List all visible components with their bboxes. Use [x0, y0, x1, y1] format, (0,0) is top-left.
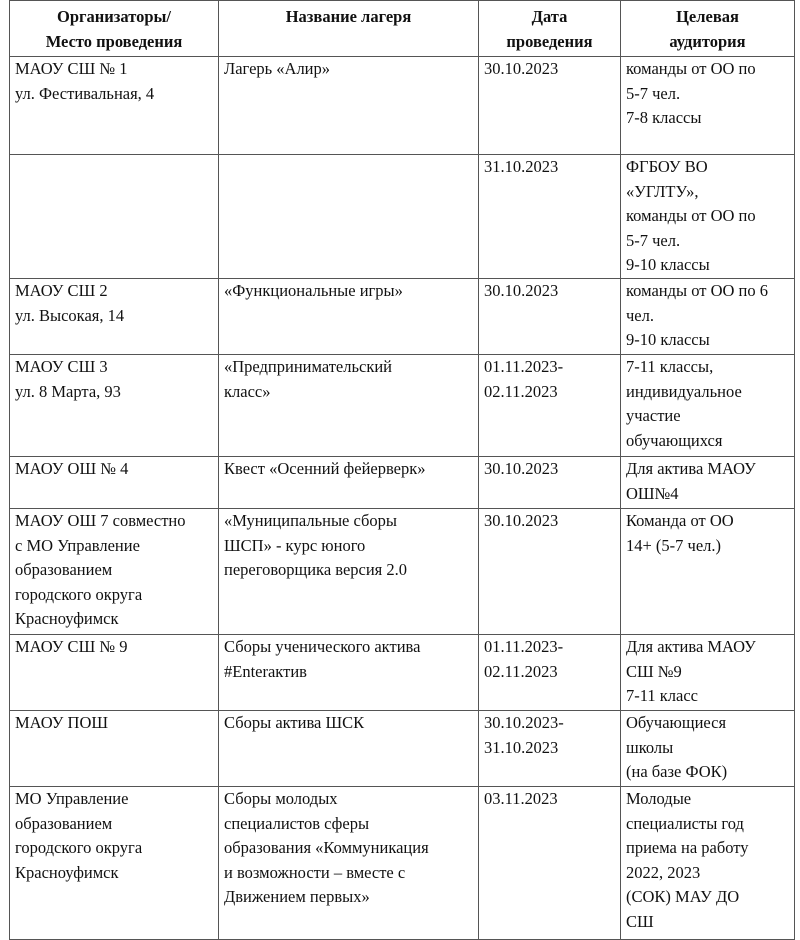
table-row: [10, 457, 795, 509]
cell-camp: [219, 457, 479, 509]
cell-text: (на базе ФОК): [626, 762, 728, 781]
cell-text: 9-10 классы: [626, 330, 710, 349]
cell-text: приема на работу: [626, 838, 749, 857]
cell-text: Сборы ученического актива: [224, 637, 421, 656]
header-text: Целевая: [676, 7, 739, 26]
cell-date: [479, 711, 621, 787]
cell-text: ШСП» - курс юного: [224, 535, 366, 555]
table-row: [10, 711, 795, 787]
cell-organizer: [10, 509, 219, 635]
cell-text: Молодые: [626, 789, 692, 808]
cell-text: школы: [626, 737, 674, 757]
header-text: Место проведения: [45, 31, 183, 51]
header-text: Дата: [531, 7, 568, 26]
cell-text: 01.11.2023-: [484, 357, 564, 376]
cell-text: Красноуфимск: [15, 862, 119, 882]
cell-text: 02.11.2023: [484, 381, 558, 401]
cell-audience: [621, 635, 795, 711]
cell-camp: [219, 711, 479, 787]
header-camp-name: [219, 1, 479, 57]
cell-text: 2022, 2023: [626, 862, 701, 882]
cell-text: МАОУ СШ № 1: [15, 59, 128, 78]
cell-audience: [621, 155, 795, 279]
cell-organizer: [10, 355, 219, 457]
header-text: проведения: [506, 31, 593, 51]
cell-text: (СОК) МАУ ДО: [626, 887, 740, 906]
cell-text: участие: [626, 406, 681, 425]
cell-text: 9-10 классы: [626, 255, 710, 274]
table-row: [10, 635, 795, 711]
cell-date: [479, 355, 621, 457]
cell-text: Сборы молодых: [224, 789, 338, 808]
cell-text: 5-7 чел.: [626, 230, 681, 250]
cell-text: МАОУ СШ 2: [15, 281, 108, 300]
cell-text: Сборы актива ШСК: [224, 713, 365, 732]
cell-audience: [621, 787, 795, 940]
cell-date: [479, 279, 621, 355]
cell-organizer: [10, 711, 219, 787]
cell-organizer: [10, 57, 219, 155]
cell-text: 30.10.2023: [484, 511, 559, 530]
cell-text: МАОУ ОШ № 4: [15, 459, 129, 478]
header-organizers: [10, 1, 219, 57]
cell-text: ул. Фестивальная, 4: [15, 83, 155, 103]
cell-camp: [219, 509, 479, 635]
table-row: [10, 57, 795, 155]
cell-text: 01.11.2023-: [484, 637, 564, 656]
cell-camp: [219, 57, 479, 155]
table-row: [10, 787, 795, 940]
cell-text: СШ №9: [626, 661, 682, 681]
cell-date: [479, 155, 621, 279]
cell-text: и возможности – вместе с: [224, 862, 406, 882]
cell-text: «Предпринимательский: [224, 357, 393, 376]
cell-organizer: [10, 155, 219, 279]
cell-text: МАОУ СШ 3: [15, 357, 108, 376]
cell-text: «Муниципальные сборы: [224, 511, 398, 530]
cell-organizer: [10, 787, 219, 940]
cell-text: команды от ОО по 6: [626, 281, 768, 300]
cell-text: класс»: [224, 381, 271, 401]
cell-audience: [621, 355, 795, 457]
table-row: [10, 355, 795, 457]
cell-text: Обучающиеся: [626, 713, 727, 732]
cell-date: [479, 457, 621, 509]
cell-text: 30.10.2023: [484, 281, 559, 300]
cell-text: МАОУ ОШ 7 совместно: [15, 511, 186, 530]
cell-text: ФГБОУ ВО: [626, 157, 708, 176]
cell-text: Команда от ОО: [626, 511, 734, 530]
cell-text: команды от ОО по: [626, 59, 756, 78]
cell-text: Квест «Осенний фейерверк»: [224, 459, 426, 478]
table-row: [10, 155, 795, 279]
cell-text: чел.: [626, 305, 654, 325]
cell-text: Лагерь «Алир»: [224, 59, 331, 78]
header-audience: [621, 1, 795, 57]
table-row: [10, 279, 795, 355]
cell-organizer: [10, 457, 219, 509]
cell-text: индивидуальное: [626, 381, 742, 401]
cell-date: [479, 635, 621, 711]
cell-text: 03.11.2023: [484, 789, 558, 808]
cell-text: 30.10.2023: [484, 459, 559, 478]
cell-text: МО Управление: [15, 789, 129, 808]
cell-text: 31.10.2023: [484, 737, 559, 757]
cell-text: Красноуфимск: [15, 609, 119, 628]
cell-text: МАОУ СШ № 9: [15, 637, 128, 656]
cell-text: Движением первых»: [224, 887, 370, 906]
cell-text: образования «Коммуникация: [224, 838, 429, 857]
camps-schedule-table: [9, 0, 795, 940]
cell-text: специалисты год: [626, 813, 744, 833]
cell-organizer: [10, 279, 219, 355]
cell-text: #Enterактив: [224, 661, 307, 681]
cell-text: переговорщика версия 2.0: [224, 560, 408, 579]
cell-text: 7-11 классы,: [626, 357, 714, 376]
cell-date: [479, 787, 621, 940]
cell-text: 14+ (5-7 чел.): [626, 535, 722, 555]
cell-text: «УГЛТУ»,: [626, 181, 699, 201]
cell-text: МАОУ ПОШ: [15, 713, 109, 732]
cell-text: с МО Управление: [15, 535, 140, 555]
header-date: [479, 1, 621, 57]
cell-text: команды от ОО по: [626, 206, 756, 225]
cell-organizer: [10, 635, 219, 711]
cell-text: ул. Высокая, 14: [15, 305, 125, 325]
cell-text: 7-8 классы: [626, 108, 702, 127]
cell-text: образованием: [15, 560, 113, 579]
cell-text: обучающихся: [626, 430, 723, 450]
cell-text: 30.10.2023: [484, 59, 559, 78]
cell-text: «Функциональные игры»: [224, 281, 403, 300]
cell-audience: [621, 457, 795, 509]
cell-text: Для актива МАОУ: [626, 459, 756, 478]
cell-text: образованием: [15, 813, 113, 833]
cell-text: 5-7 чел.: [626, 83, 681, 103]
table-row: [10, 509, 795, 635]
cell-text: городского округа: [15, 584, 143, 604]
cell-text: СШ: [626, 911, 654, 931]
cell-audience: [621, 711, 795, 787]
cell-audience: [621, 509, 795, 635]
cell-date: [479, 509, 621, 635]
cell-text: ОШ№4: [626, 483, 679, 503]
cell-text: ул. 8 Марта, 93: [15, 381, 121, 401]
header-text: аудитория: [669, 31, 746, 51]
cell-text: специалистов сферы: [224, 813, 370, 833]
cell-camp: [219, 355, 479, 457]
cell-text: 02.11.2023: [484, 661, 558, 681]
table-header-row: [10, 1, 795, 57]
cell-camp: [219, 787, 479, 940]
cell-camp: [219, 279, 479, 355]
cell-camp: [219, 155, 479, 279]
cell-text: 31.10.2023: [484, 157, 559, 176]
cell-date: [479, 57, 621, 155]
header-text: Название лагеря: [285, 7, 412, 26]
cell-text: 30.10.2023-: [484, 713, 564, 732]
header-text: Организаторы/: [56, 7, 171, 26]
cell-audience: [621, 279, 795, 355]
cell-audience: [621, 57, 795, 155]
cell-text: городского округа: [15, 838, 143, 857]
cell-text: Для актива МАОУ: [626, 637, 756, 656]
cell-text: 7-11 класс: [626, 686, 698, 705]
cell-camp: [219, 635, 479, 711]
